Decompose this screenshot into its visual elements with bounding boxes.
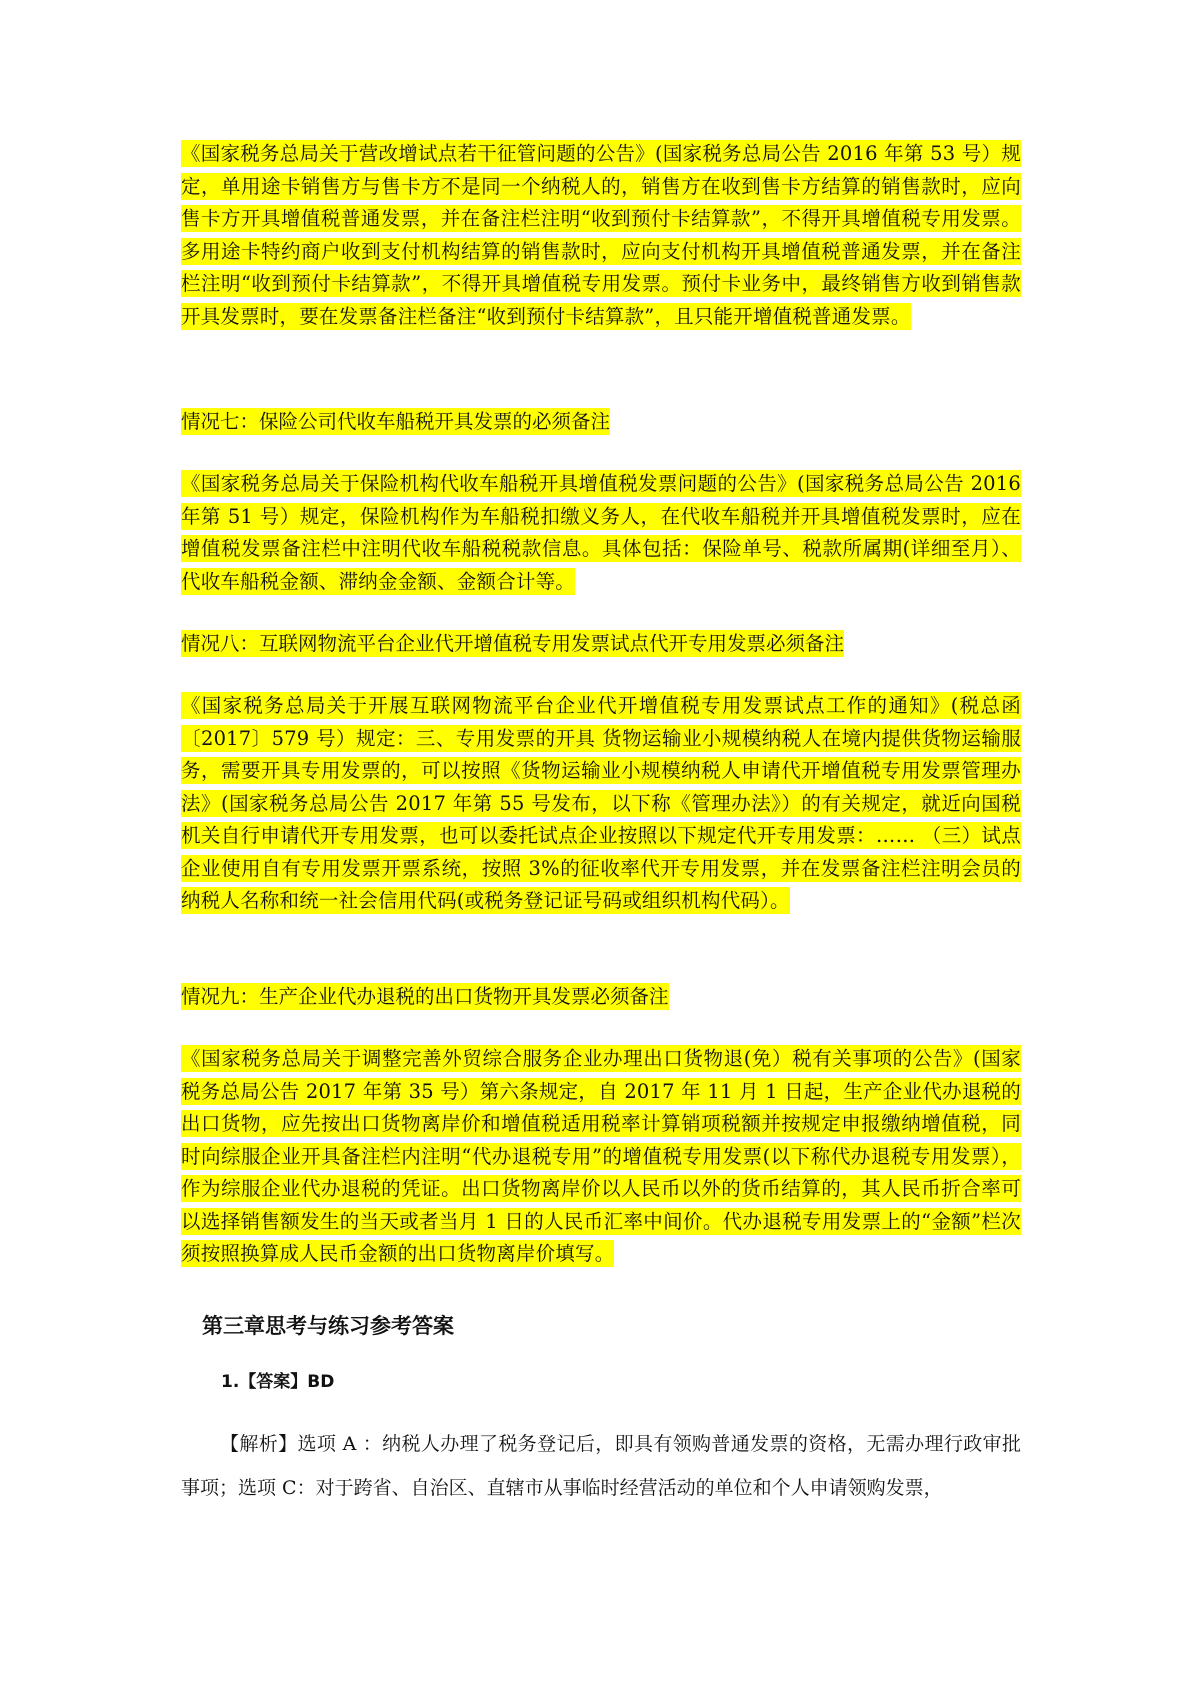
paragraph-prepaid-card bbox=[181, 138, 1021, 333]
paragraph-export-refund-text: 《国家税务总局关于调整完善外贸综合服务企业办理出口货物退(免）税有关事项的公告》(国家税务总局公告 2017 年第 35 号）第六条规定，自 2017 年 11 月 1 日起，生产企业代办退税的出口货物，应先按出口货物离岸价和增值税适用税率计算销项税额并按规定申报缴纳增值税，同时向综服企业开具备注栏内注明“代办退税专用”的增值税专用发票(以下称代办退税专用发票），作为综服企业代办退税的凭证。出口货物离岸价以人民币以外的货币结算的，其人民币折合率可以选择销售额发生的当天或者当月 1 日的人民币汇率中间价。代办退税专用发票上的“金额”栏次须按照换算成人民币金额的出口货物离岸价填写。 bbox=[181, 1047, 1021, 1265]
paragraph-insurance-vehicle-tax-text: 《国家税务总局关于保险机构代收车船税开具增值税发票问题的公告》(国家税务总局公告 2016 年第 51 号）规定，保险机构作为车船税扣缴义务人，在代收车船税并开具增值税发票时，应在增值税发票备注栏中注明代收车船税税款信息。具体包括：保险单号、税款所属期(详细至月）、代收车船税金额、滞纳金金额、金额合计等。 bbox=[181, 472, 1021, 593]
heading-case-eight bbox=[181, 628, 1021, 660]
heading-case-nine-text: 情况九：生产企业代办退税的出口货物开具发票必须备注 bbox=[181, 985, 669, 1008]
paragraph-logistics-platform-text: 《国家税务总局关于开展互联网物流平台企业代开增值税专用发票试点工作的通知》(税总函〔2017〕579 号）规定：三、专用发票的开具 货物运输业小规模纳税人在境内提供货物运输服务，需要开具专用发票的，可以按照《货物运输业小规模纳税人申请代开增值税专用发票管理办法》(国家税务总局公告 2017 年第 55 号发布，以下称《管理办法》）的有关规定，就近向国税机关自行申请代开专用发票，也可以委托试点企业按照以下规定代开专用发票：…… （三）试点企业使用自有专用发票开票系统，按照 3%的征收率代开专用发票，并在发票备注栏注明会员的纳税人名称和统一社会信用代码(或税务登记证号码或组织机构代码）。 bbox=[181, 694, 1021, 912]
heading-case-seven bbox=[181, 406, 1021, 438]
answer-label: 1.【答案】BD bbox=[221, 1372, 335, 1392]
heading-case-eight-text: 情况八：互联网物流平台企业代开增值税专用发票试点代开专用发票必须备注 bbox=[181, 632, 845, 655]
paragraph-logistics-platform bbox=[181, 690, 1021, 918]
analysis-paragraph: 【解析】选项 A ：纳税人办理了税务登记后，即具有领购普通发票的资格，无需办理行政审批事项；选项 C：对于跨省、自治区、直辖市从事临时经营活动的单位和个人申请领购发票， bbox=[181, 1433, 1021, 1499]
paragraph-insurance-vehicle-tax bbox=[181, 468, 1021, 598]
heading-case-seven-text: 情况七：保险公司代收车船税开具发票的必须备注 bbox=[181, 410, 611, 433]
paragraph-export-refund bbox=[181, 1043, 1021, 1271]
chapter-title: 第三章思考与练习参考答案 bbox=[202, 1314, 454, 1338]
paragraph-prepaid-card-text: 《国家税务总局关于营改增试点若干征管问题的公告》(国家税务总局公告 2016 年第 53 号）规定，单用途卡销售方与售卡方不是同一个纳税人的，销售方在收到售卡方结算的销售款时，应向售卡方开具增值税普通发票，并在备注栏注明“收到预付卡结算款”，不得开具增值税专用发票。多用途卡特约商户收到支付机构结算的销售款时，应向支付机构开具增值税普通发票，并在备注栏注明“收到预付卡结算款”，不得开具增值税专用发票。预付卡业务中，最终销售方收到销售款开具发票时，要在发票备注栏备注“收到预付卡结算款”，且只能开增值税普通发票。 bbox=[181, 142, 1021, 328]
heading-case-nine bbox=[181, 981, 1021, 1013]
